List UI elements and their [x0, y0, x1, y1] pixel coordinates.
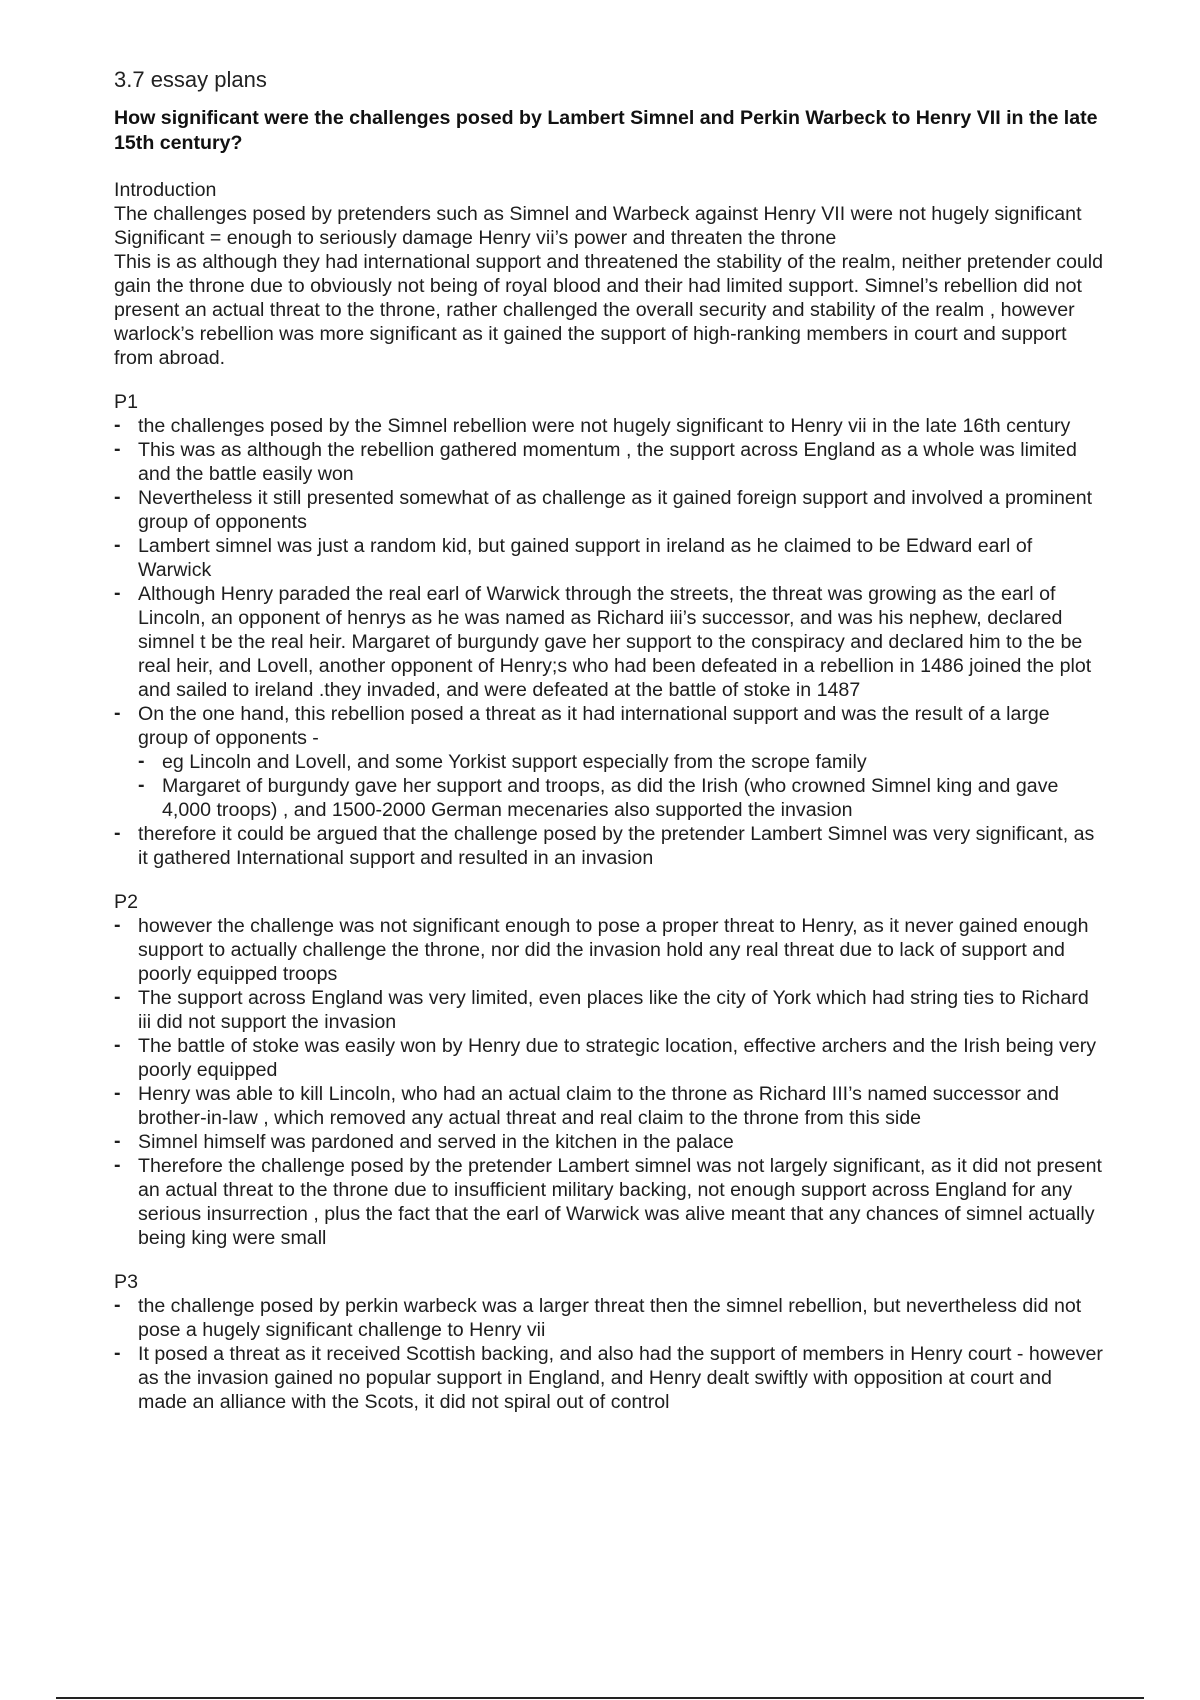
p1-sub-bullet-list: [138, 750, 1104, 822]
footer-divider: [56, 1697, 1144, 1699]
p3-section: [114, 1270, 1104, 1414]
document-heading: 3.7 essay plans: [114, 67, 267, 92]
essay-question: How significant were the challenges posed by Lambert Simnel and Perkin Warbeck to Henry VII in the late 15th century?: [114, 107, 1098, 154]
introduction-line: Significant = enough to seriously damage Henry vii’s power and threaten the throne: [114, 227, 837, 249]
p1-sub-bullet: - eg Lincoln and Lovell, and some Yorkist support especially from the scrope family: [138, 750, 1104, 774]
p3-bullet: - It posed a threat as it received Scottish backing, and also had the support of members in Henry court - however as the invasion gained no popular support in England, and Henry dealt swiftly with opposition at court and made an alliance with the Scots, it did not spiral out of control: [114, 1342, 1104, 1414]
p1-bullet: [114, 702, 1104, 822]
introduction-section: [114, 178, 1104, 370]
p2-bullet: - The battle of stoke was easily won by Henry due to strategic location, effective archers and the Irish being very poorly equipped: [114, 1034, 1104, 1082]
p3-bullet: - the challenge posed by perkin warbeck was a larger threat then the simnel rebellion, but nevertheless did not pose a hugely significant challenge to Henry vii: [114, 1294, 1104, 1342]
introduction-line: The challenges posed by pretenders such as Simnel and Warbeck against Henry VII were not hugely significant: [114, 203, 1082, 225]
p2-section: [114, 890, 1104, 1250]
p2-bullet: - Simnel himself was pardoned and served in the kitchen in the palace: [114, 1130, 1104, 1154]
p2-bullet: - The support across England was very limited, even places like the city of York which had string ties to Richard iii did not support the invasion: [114, 986, 1104, 1034]
p2-bullet: - Henry was able to kill Lincoln, who had an actual claim to the throne as Richard III’s named successor and brother-in-law , which removed any actual threat and real claim to the throne from this side: [114, 1082, 1104, 1130]
p2-label: P2: [114, 891, 138, 913]
introduction-line: This is as although they had international support and threatened the stability of the realm, neither pretender could gain the throne due to obviously not being of royal blood and their had limited support. Simnel’s rebellion did not present an actual threat to the throne, rather challenged the overall security and stability of the realm , however warlock’s rebellion was more significant as it gained the support of high-ranking members in court and support from abroad.: [114, 251, 1104, 369]
p2-bullet: - Therefore the challenge posed by the pretender Lambert simnel was not largely significant, as it did not present an actual threat to the throne due to insufficient military backing, not enough support across England for any serious insurrection , plus the fact that the earl of Warwick was alive meant that any chances of simnel actually being king were small: [114, 1154, 1104, 1250]
p3-bullet-list: [114, 1294, 1104, 1414]
p1-bullet-text: On the one hand, this rebellion posed a threat as it had international support and was the result of a large group of opponents -: [138, 703, 1050, 749]
introduction-label: Introduction: [114, 179, 217, 201]
p1-bullet: - This was as although the rebellion gathered momentum , the support across England as a whole was limited and the battle easily won: [114, 438, 1104, 486]
p3-label: P3: [114, 1271, 138, 1293]
p2-bullet: - however the challenge was not significant enough to pose a proper threat to Henry, as it never gained enough support to actually challenge the throne, nor did the invasion hold any real threat due to lack of support and poorly equipped troops: [114, 914, 1104, 986]
p1-bullet: - the challenges posed by the Simnel rebellion were not hugely significant to Henry vii in the late 16th century: [114, 414, 1104, 438]
p1-bullet-list: [114, 414, 1104, 870]
p2-bullet-list: [114, 914, 1104, 1250]
p1-bullet: - Nevertheless it still presented somewhat of as challenge as it gained foreign support and involved a prominent group of opponents: [114, 486, 1104, 534]
p1-label: P1: [114, 391, 138, 413]
p1-bullet: - therefore it could be argued that the challenge posed by the pretender Lambert Simnel was very significant, as it gathered International support and resulted in an invasion: [114, 822, 1104, 870]
document-page: [114, 66, 1104, 1434]
p1-bullet: - Lambert simnel was just a random kid, but gained support in ireland as he claimed to be Edward earl of Warwick: [114, 534, 1104, 582]
p1-section: [114, 390, 1104, 870]
p1-bullet: - Although Henry paraded the real earl of Warwick through the streets, the threat was growing as the earl of Lincoln, an opponent of henrys as he was named as Richard iii’s successor, and was his nephew, declared simnel t be the real heir. Margaret of burgundy gave her support to the conspiracy and declared him to the be real heir, and Lovell, another opponent of Henry;s who had been defeated in a rebellion in 1486 joined the plot and sailed to ireland .they invaded, and were defeated at the battle of stoke in 1487: [114, 582, 1104, 702]
p1-sub-bullet: - Margaret of burgundy gave her support and troops, as did the Irish (who crowned Simnel king and gave 4,000 troops) , and 1500-2000 German mecenaries also supported the invasion: [138, 774, 1104, 822]
